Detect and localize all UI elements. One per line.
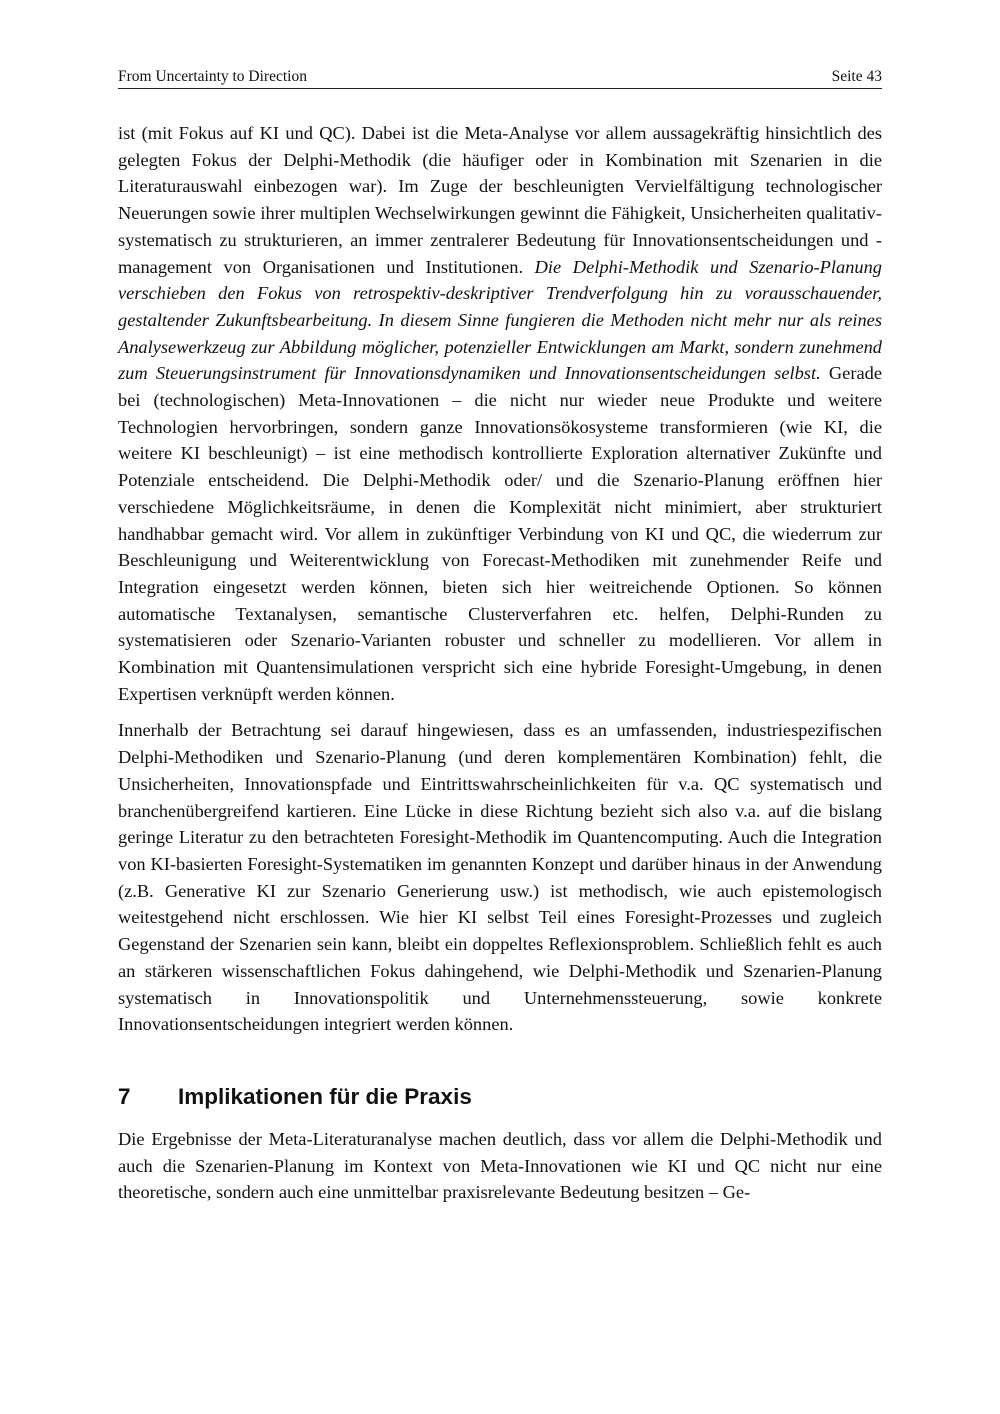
page-number: Seite 43 [831, 68, 882, 85]
paragraph-2: Innerhalb der Betrachtung sei darauf hingewiesen, dass es an umfassenden, industriespezifischen Delphi-Methodiken und Szenario-Planung (und deren komplementären Kombination) fehlt, die Unsicherheiten, Innovationspfade und Eintrittswahrscheinlichkeiten für v.a. QC systematisch und branchenübergreifend kartieren. Eine Lücke in diese Richtung bezieht sich also v.a. auf die bislang geringe Literatur zu den betrachteten Foresight-Methodik im Quantencomputing. Auch die Integration von KI-basierten Foresight-Systematiken im genannten Konzept und darüber hinaus in der Anwendung (z.B. Generative KI zur Szenario Generierung usw.) ist methodisch, wie auch epistemologisch weitestgehend nicht erschlossen. Wie hier KI selbst Teil eines Foresight-Prozesses und zugleich Gegenstand der Szenarien sein kann, bleibt ein doppeltes Reflexionsproblem. Schließlich fehlt es auch an stärkeren wissenschaftlichen Fokus dahingehend, wie Delphi-Methodik und Szenarien-Planung systematisch in Innovationspolitik und Unternehmenssteuerung, sowie konkrete Innovationsentscheidungen integriert werden können. [118, 720, 882, 1035]
body-text [118, 120, 882, 1206]
running-header [118, 67, 882, 89]
paragraph-1-italic-text: Die Delphi-Methodik und Szenario-Planung verschieben den Fokus von retrospektiv-deskriptiver Trendverfolgung hin zu vorausschauender, gestaltender Zukunftsbearbeitung. In diesem Sinne fungieren die Methoden nicht mehr nur als reines Analysewerkzeug zur Abbildung möglicher, potenzieller Entwicklungen am Markt, sondern zunehmend zum Steuerungsinstrument für Innovationsdynamiken und Innovationsentscheidungen selbst. [118, 256, 882, 384]
paragraph-1-text-a: ist (mit Fokus auf KI und QC). Dabei ist die Meta-Analyse vor allem aussagekräftig hinsichtlich des gelegten Fokus der Delphi-Methodik (die häufiger oder in Kombination mit Szenarien in die Literaturauswahl einbezogen war). Im Zuge der beschleunigten Vervielfältigung technologischer Neuerungen sowie ihrer multiplen Wechselwirkungen gewinnt die Fähigkeit, Unsicherheiten qualitativ-systematisch zu strukturieren, an immer zentralerer Bedeutung für Innovationsentscheidungen und -management von Organisationen und Institutionen. [118, 123, 882, 277]
paragraph-3: Die Ergebnisse der Meta-Literaturanalyse machen deutlich, dass vor allem die Delphi-Methodik und auch die Szenarien-Planung im Kontext von Meta-Innovationen wie KI und QC nicht nur eine theoretische, sondern auch eine unmittelbar praxisrelevante Bedeutung besitzen – Ge- [118, 1128, 882, 1203]
section-number: 7 [118, 1083, 131, 1109]
paragraph-1 [118, 120, 882, 707]
paragraph-1-text-b: Gerade bei (technologischen) Meta-Innovationen – die nicht nur wieder neue Produkte und weitere Technologien hervorbringen, sondern ganze Innovationsökosysteme transformieren (wie KI, die weitere KI beschleunigt) – ist eine methodisch kontrollierte Exploration alternativer Zukünfte und Potenziale entscheidend. Die Delphi-Methodik oder/ und die Szenario-Planung eröffnen hier verschiedene Möglichkeitsräume, in denen die Komplexität nicht minimiert, aber strukturiert handhabbar gemacht wird. Vor allem in zukünftiger Verbindung von KI und QC, die wiederrum zur Beschleunigung und Weiterentwicklung von Forecast-Methodiken mit zunehmender Reife und Integration eingesetzt werden können, bieten sich hier weitreichende Optionen. So können automatische Textanalysen, semantische Clusterverfahren etc. helfen, Delphi-Runden zu systematisieren oder Szenario-Varianten robuster und schneller zu modellieren. Vor allem in Kombination mit Quantensimulationen verspricht sich eine hybride Foresight-Umgebung, in denen Expertisen verknüpft werden können. [118, 363, 882, 704]
running-header-title: From Uncertainty to Direction [118, 68, 307, 85]
section-heading [118, 1082, 882, 1112]
section-title: Implikationen für die Praxis [178, 1083, 472, 1109]
